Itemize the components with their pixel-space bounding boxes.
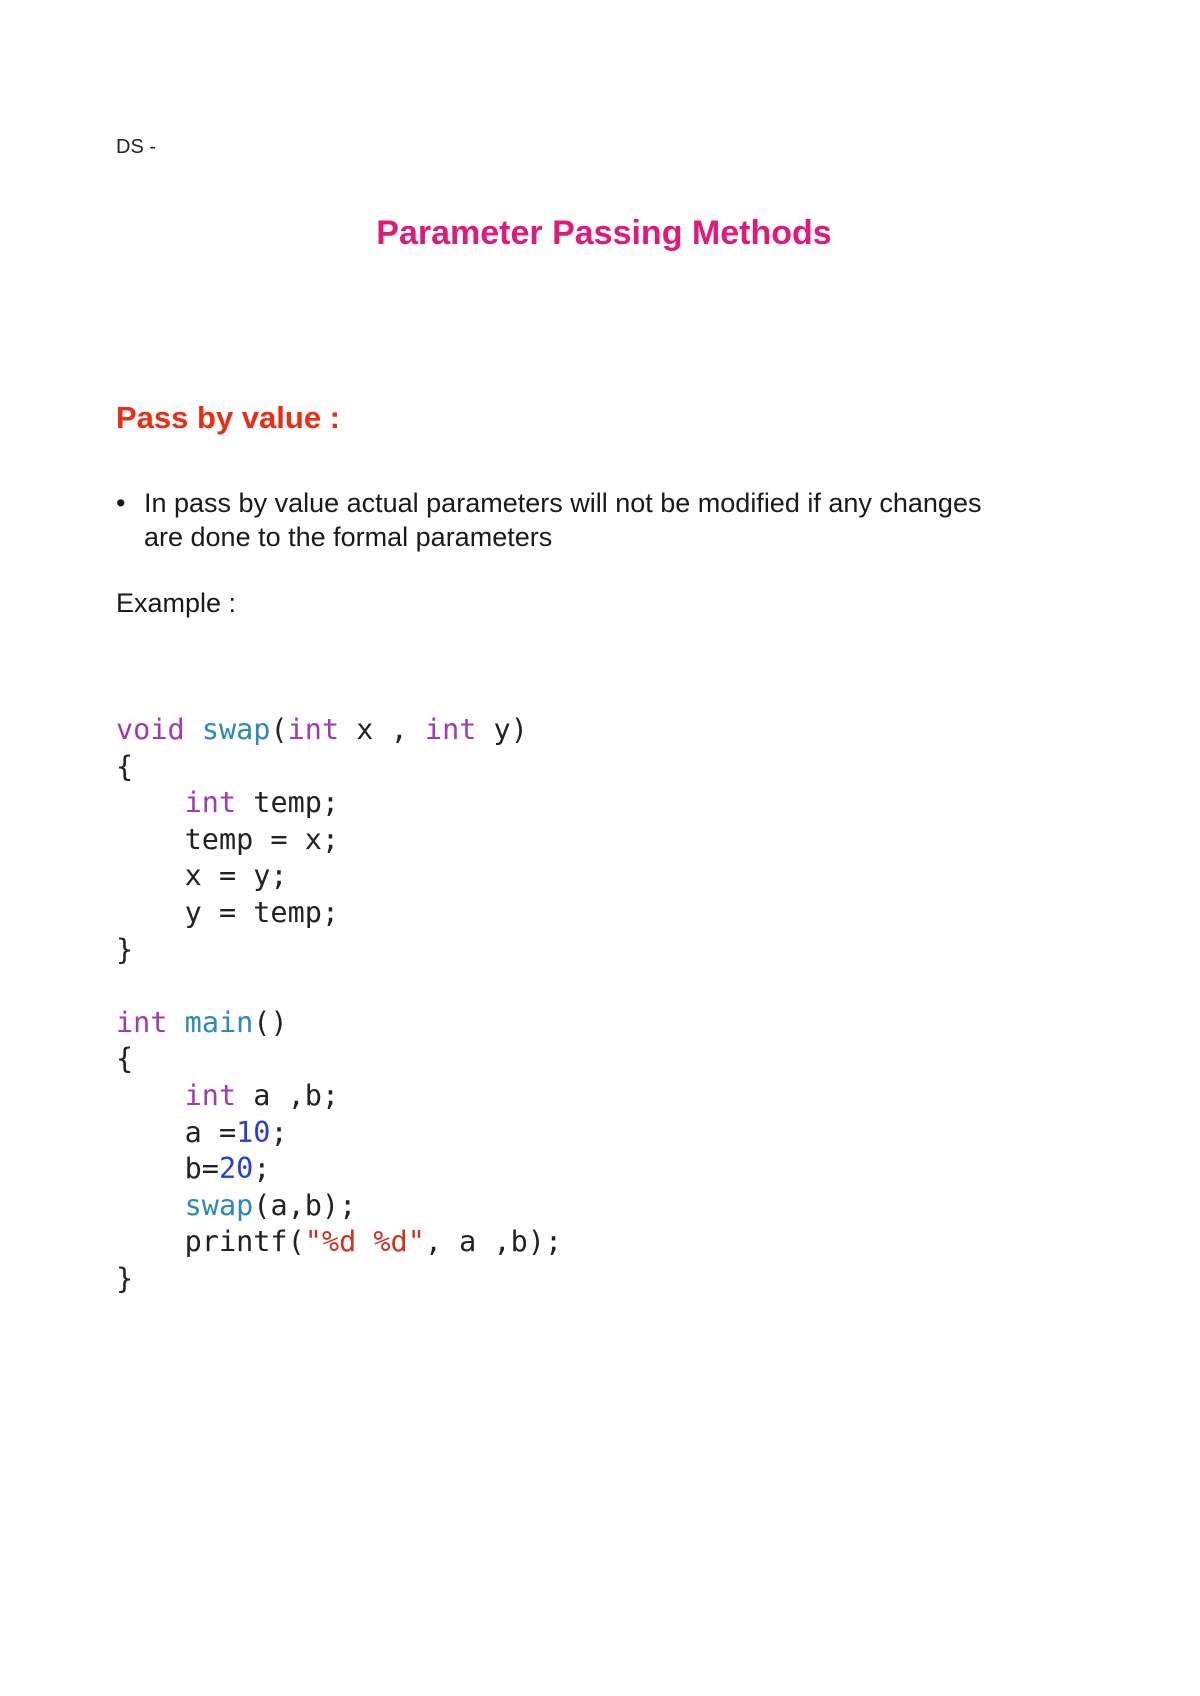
- code-token: void: [116, 713, 185, 746]
- code-token: [116, 1189, 185, 1222]
- code-token: temp;: [236, 786, 340, 820]
- code-line: [116, 1115, 562, 1152]
- section-heading: Pass by value :: [116, 400, 341, 435]
- bullet-icon: •: [116, 488, 126, 518]
- code-token: int: [184, 1078, 237, 1112]
- code-token: [116, 786, 185, 819]
- code-token: int: [116, 1005, 168, 1039]
- code-line: [116, 895, 562, 932]
- code-token: (: [270, 713, 288, 746]
- code-token: x = y;: [116, 859, 288, 893]
- code-line: [116, 1078, 562, 1115]
- code-token: [116, 1079, 185, 1112]
- code-token: {: [116, 749, 134, 783]
- code-line: [116, 785, 562, 822]
- code-line: [116, 858, 562, 895]
- code-line: [116, 712, 562, 749]
- code-token: [167, 1006, 184, 1039]
- bullet-list: [116, 486, 1016, 554]
- code-line: [116, 1224, 562, 1261]
- code-token: ;: [253, 1152, 271, 1186]
- code-token: 20: [218, 1152, 254, 1186]
- bullet-text: In pass by value actual parameters will not be modified if any changes are done to the formal parameters: [144, 488, 982, 552]
- code-token: (a,b);: [253, 1188, 357, 1222]
- code-token: y = temp;: [116, 895, 340, 929]
- example-label: Example :: [116, 588, 237, 618]
- code-token: 10: [236, 1115, 271, 1149]
- code-block: [116, 712, 562, 1298]
- code-token: int: [424, 713, 477, 746]
- code-token: , a ,b);: [424, 1225, 563, 1259]
- code-line: [116, 822, 562, 859]
- code-token: printf(: [116, 1225, 305, 1259]
- code-token: int: [287, 713, 340, 746]
- code-line: [116, 968, 562, 1005]
- code-token: main: [184, 1005, 254, 1039]
- code-token: x ,: [339, 713, 425, 746]
- code-token: {: [116, 1042, 134, 1076]
- code-token: swap: [201, 713, 271, 746]
- code-token: [185, 713, 202, 746]
- code-token: (): [253, 1005, 288, 1039]
- code-token: "%d %d": [304, 1225, 425, 1259]
- code-line: [116, 1005, 562, 1042]
- code-line: [116, 1151, 562, 1188]
- code-token: ;: [270, 1115, 288, 1149]
- code-line: [116, 749, 562, 786]
- code-token: temp = x;: [116, 822, 340, 856]
- code-token: a =: [116, 1115, 237, 1149]
- page-header: DS -: [116, 136, 156, 158]
- code-token: a ,b;: [236, 1078, 340, 1112]
- code-token: y): [476, 713, 528, 746]
- code-token: int: [184, 786, 237, 820]
- code-token: swap: [184, 1188, 254, 1222]
- code-line: [116, 1041, 562, 1078]
- list-item: [116, 486, 1016, 554]
- code-line: [116, 1188, 562, 1225]
- page-title: Parameter Passing Methods: [376, 214, 832, 252]
- code-token: }: [116, 932, 134, 966]
- code-line: [116, 1261, 562, 1298]
- code-token: }: [116, 1261, 134, 1295]
- code-token: b=: [116, 1152, 219, 1186]
- code-line: [116, 932, 562, 969]
